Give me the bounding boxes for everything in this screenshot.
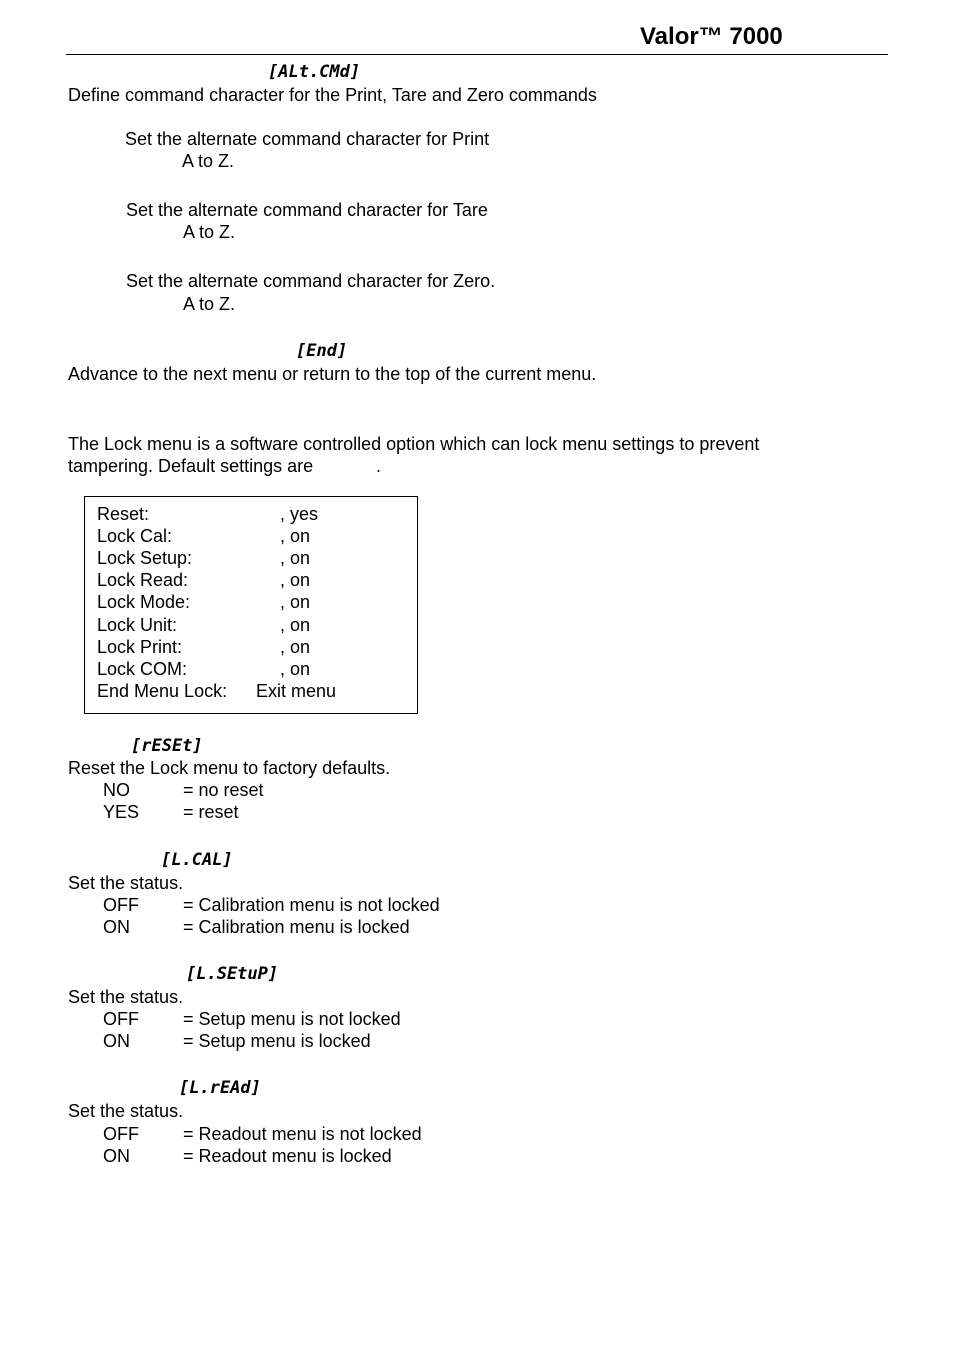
- lock-row-label: Lock Print:: [97, 637, 183, 657]
- altcmd-print-range: A to Z.: [182, 151, 235, 171]
- header-divider: [66, 54, 888, 55]
- lock-row-value: , on: [280, 548, 311, 568]
- altcmd-tare-range: A to Z.: [183, 222, 236, 242]
- lsetup-option-key: ON: [103, 1031, 130, 1051]
- reset-option-value: = reset: [183, 802, 239, 822]
- lock-row-value: , on: [280, 570, 311, 590]
- page-header-title: Valor™ 7000: [640, 23, 783, 50]
- lock-row-label: Lock Setup:: [97, 548, 193, 568]
- end-description: Advance to the next menu or return to the top of the current menu.: [68, 364, 597, 384]
- lsetup-option-value: = Setup menu is locked: [183, 1031, 371, 1051]
- lcal-description: Set the status.: [68, 873, 184, 893]
- lread-option-key: ON: [103, 1146, 130, 1166]
- lock-row-label: Lock COM:: [97, 659, 188, 679]
- lread-option-key: OFF: [103, 1124, 139, 1144]
- altcmd-description: Define command character for the Print, Tare and Zero commands: [68, 85, 597, 105]
- lsetup-description: Set the status.: [68, 987, 184, 1007]
- lock-row-value: , on: [280, 637, 311, 657]
- lsetup-menu-code: [L.SEtuP]: [186, 964, 279, 984]
- lock-row-value: , on: [280, 659, 311, 679]
- lread-description: Set the status.: [68, 1101, 184, 1121]
- altcmd-zero-text: Set the alternate command character for Zero.: [126, 271, 496, 291]
- altcmd-zero-range: A to Z.: [183, 294, 236, 314]
- reset-option-key: YES: [103, 802, 140, 822]
- reset-menu-code: [rESEt]: [131, 736, 203, 756]
- lcal-option-value: = Calibration menu is not locked: [183, 895, 440, 915]
- lread-menu-code: [L.rEAd]: [179, 1078, 261, 1098]
- end-menu-code: [End]: [296, 341, 348, 361]
- lock-row-value: , on: [280, 526, 311, 546]
- altcmd-menu-code: [ALt.CMd]: [268, 62, 361, 82]
- lock-row-label: Lock Unit:: [97, 615, 178, 635]
- lcal-menu-code: [L.CAL]: [161, 850, 233, 870]
- lread-option-value: = Readout menu is not locked: [183, 1124, 422, 1144]
- lock-intro-line1: The Lock menu is a software controlled option which can lock menu settings to prevent: [68, 434, 760, 454]
- lock-intro-line2-end: .: [376, 456, 382, 476]
- lcal-option-key: OFF: [103, 895, 139, 915]
- lock-row-label: Lock Cal:: [97, 526, 173, 546]
- lock-row-label: Lock Mode:: [97, 592, 191, 612]
- lock-row-value: , yes: [280, 504, 319, 524]
- reset-description: Reset the Lock menu to factory defaults.: [68, 758, 391, 778]
- lock-row-label: Reset:: [97, 504, 150, 524]
- lock-row-value: , on: [280, 615, 311, 635]
- lock-row-label: End Menu Lock:: [97, 681, 228, 701]
- lcal-option-value: = Calibration menu is locked: [183, 917, 410, 937]
- lock-row-label: Lock Read:: [97, 570, 189, 590]
- altcmd-print-text: Set the alternate command character for Print: [125, 129, 490, 149]
- lsetup-option-value: = Setup menu is not locked: [183, 1009, 401, 1029]
- lread-option-value: = Readout menu is locked: [183, 1146, 392, 1166]
- lock-row-value: Exit menu: [256, 681, 337, 701]
- reset-option-value: = no reset: [183, 780, 264, 800]
- altcmd-tare-text: Set the alternate command character for Tare: [126, 200, 488, 220]
- lock-intro-line2: tampering. Default settings are: [68, 456, 314, 476]
- lcal-option-key: ON: [103, 917, 130, 937]
- reset-option-key: NO: [103, 780, 130, 800]
- lock-row-value: , on: [280, 592, 311, 612]
- lsetup-option-key: OFF: [103, 1009, 139, 1029]
